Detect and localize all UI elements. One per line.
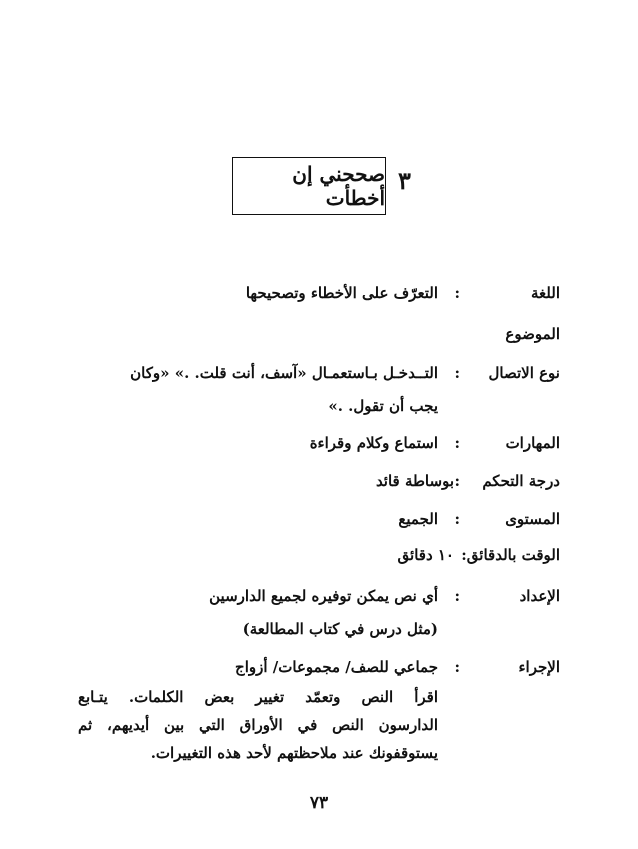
label-prep: الإعداد — [519, 587, 560, 605]
value-level: الجميع — [398, 510, 438, 528]
value-prep-line1: أي نص يمكن توفيره لجميع الدارسين — [209, 587, 438, 605]
value-skills: استماع وكلام وقراءة — [309, 434, 438, 452]
colon: : — [454, 434, 460, 452]
label-time: الوقت بالدقائق: — [461, 546, 560, 564]
page-number: ٧٣ — [309, 793, 329, 813]
colon: : — [454, 472, 460, 490]
chapter-title: صححني إن أخطأت — [292, 162, 385, 210]
colon: : — [454, 284, 460, 302]
value-language: التعرّف على الأخطاء وتصحيحها — [245, 284, 438, 302]
value-prep-line2: (مثل درس في كتاب المطالعة) — [242, 620, 438, 638]
label-skills: المهارات — [505, 434, 560, 452]
chapter-number: ٣ — [398, 166, 411, 195]
colon: : — [454, 587, 460, 605]
procedure-body-line: الدارسون النص في الأوراق التي بين أيديهم، ثم — [78, 716, 438, 734]
colon: : — [454, 510, 460, 528]
colon: : — [454, 364, 460, 382]
value-comm-type-line1: التــدخـل بـاستعمـال «آسف، أنت قلت. .» «وكان — [130, 364, 438, 382]
label-level: المستوى — [505, 510, 560, 528]
value-procedure-line1: جماعي للصف/ مجموعات/ أزواج — [235, 658, 438, 676]
chapter-title-box — [232, 157, 386, 215]
label-procedure: الإجراء — [518, 658, 560, 676]
label-topic: الموضوع — [505, 325, 560, 343]
label-control: درجة التحكم — [482, 472, 560, 490]
value-control: بوساطة قائد — [375, 472, 454, 490]
value-comm-type-line2: يجب أن تقول. .» — [328, 397, 438, 415]
label-comm-type: نوع الاتصال — [488, 364, 560, 382]
procedure-body-line: يستوقفونك عند ملاحظتهم لأحد هذه التغييرات. — [150, 744, 438, 762]
colon: : — [454, 658, 460, 676]
value-time: ١٠ دقائق — [397, 546, 454, 564]
procedure-body-line: اقرأ النص وتعمّد تغيير بعض الكلمات. يتـابع — [78, 688, 438, 706]
label-language: اللغة — [531, 284, 560, 302]
